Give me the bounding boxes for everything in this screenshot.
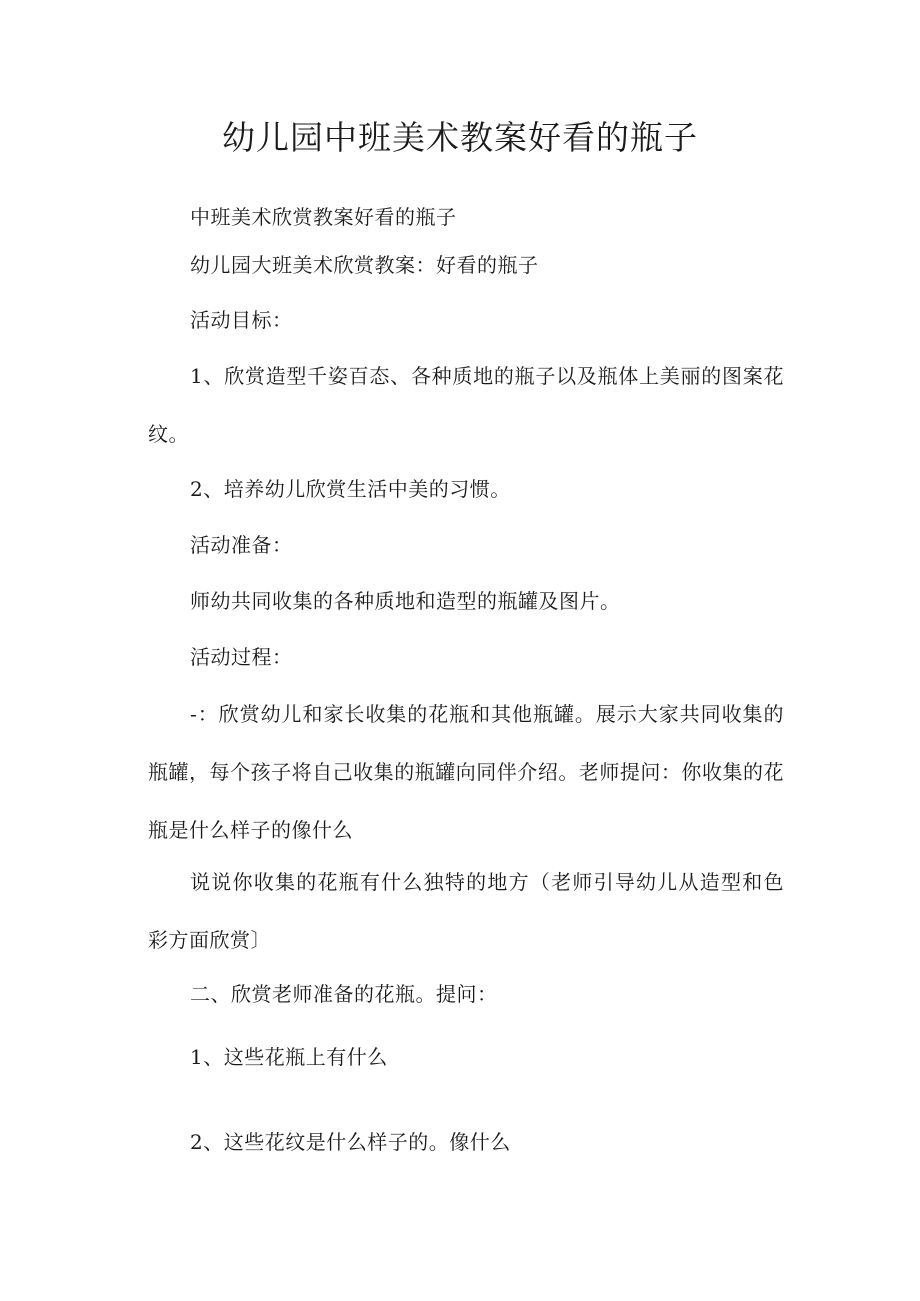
paragraph-subtitle: 中班美术欣赏教案好看的瓶子	[190, 205, 457, 229]
paragraph-preparation: 师幼共同收集的各种质地和造型的瓶罐及图片。	[190, 589, 621, 613]
paragraph-question-1: 1、这些花瓶上有什么	[190, 1045, 388, 1069]
paragraph-process-step-2: 二、欣赏老师准备的花瓶。提问：	[190, 982, 498, 1006]
paragraph-goal-1: 1、欣赏造型千姿百态、各种质地的瓶子以及瓶体上美丽的图案花纹。	[148, 364, 784, 446]
paragraph-secondary-title: 幼儿园大班美术欣赏教案：好看的瓶子	[190, 253, 539, 277]
paragraph-question-2: 2、这些花纹是什么样子的。像什么	[190, 1130, 511, 1154]
paragraph-goal-2: 2、培养幼儿欣赏生活中美的习惯。	[190, 477, 511, 501]
paragraph-process-step-1: -：欣赏幼儿和家长收集的花瓶和其他瓶罐。展示大家共同收集的瓶罐，每个孩子将自己收集的瓶罐向同伴介绍。老师提问：你收集的花瓶是什么样子的像什么	[148, 702, 784, 842]
paragraph-preparation-heading: 活动准备：	[190, 533, 293, 557]
paragraph-goals-heading: 活动目标：	[190, 308, 293, 332]
paragraph-process-heading: 活动过程：	[190, 645, 293, 669]
document-title: 幼儿园中班美术教案好看的瓶子	[222, 118, 698, 157]
paragraph-process-discussion: 说说你收集的花瓶有什么独特的地方（老师引导幼儿从造型和色彩方面欣赏〕	[148, 870, 784, 952]
